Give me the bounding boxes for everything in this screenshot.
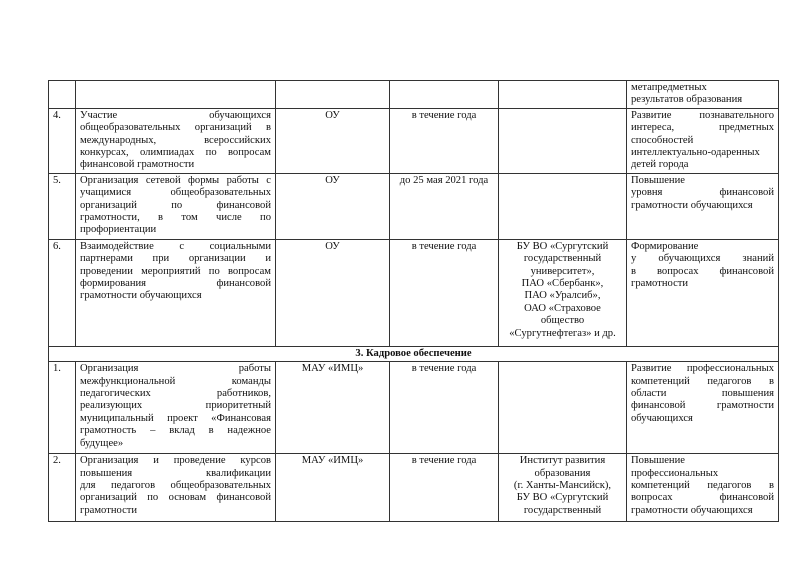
result-cell-line: уровня финансовой: [631, 187, 774, 199]
result-cell-line: результатов образования: [631, 94, 743, 106]
event-cell-line: Взаимодействие с социальными: [80, 240, 271, 252]
event-cell: [76, 108, 276, 173]
partners-cell-line: БУ ВО «Сургутский: [516, 240, 609, 252]
section-header-row: [49, 346, 779, 361]
deadline-cell: [390, 81, 499, 109]
event-cell-line: повышения квалификации: [80, 467, 271, 479]
result-cell-line: способностей: [631, 134, 694, 146]
result-cell-line: грамотности обучающихся: [631, 199, 753, 211]
result-cell-line: компетенций педагогов в: [631, 480, 774, 492]
event-cell-line: грамотности: [80, 504, 138, 516]
partners-cell-line: государственный: [523, 253, 602, 265]
table-row: [49, 239, 779, 346]
result-cell-line: компетенций педагогов в: [631, 375, 774, 387]
responsible-cell: ОУ: [276, 239, 390, 346]
event-cell-line: учащимися общеобразовательных: [80, 187, 271, 199]
result-cell-line: Повышение: [631, 455, 685, 467]
event-cell-line: будущее»: [80, 437, 124, 449]
event-cell-line: профориентации: [80, 224, 157, 236]
plan-table: [48, 80, 779, 522]
row-number: 5.: [49, 173, 76, 239]
result-cell-line: метапредметных: [631, 82, 707, 93]
event-cell-line: Организация и проведение курсов: [80, 455, 271, 467]
result-cell-line: обучающихся: [631, 412, 693, 424]
result-cell-line: у обучающихся знаний: [631, 253, 774, 265]
event-cell-line: Организация сетевой формы работы с: [80, 174, 271, 186]
event-cell-line: организаций по основам финансовой: [80, 492, 271, 504]
row-number: [49, 81, 76, 109]
result-cell-line: интеллектуально-одаренных: [631, 147, 760, 159]
table-row: [49, 81, 779, 109]
partners-cell-line: государственный: [523, 504, 602, 516]
event-cell-line: партнерами при организации и: [80, 253, 271, 265]
partners-cell-line: образования: [534, 467, 591, 479]
result-cell: [627, 239, 779, 346]
event-cell-line: организаций по финансовой: [80, 199, 271, 211]
result-cell-line: Развитие познавательного: [631, 109, 774, 121]
responsible-cell: [276, 81, 390, 109]
event-cell-line: Участие обучающихся: [80, 109, 271, 121]
responsible-cell: ОУ: [276, 173, 390, 239]
section-title: 3. Кадровое обеспечение: [49, 346, 779, 361]
deadline-cell: в течение года: [390, 454, 499, 522]
result-cell: [627, 362, 779, 454]
event-cell-line: грамотности обучающихся: [80, 290, 202, 302]
event-cell-line: финансовой грамотности: [80, 159, 195, 171]
event-cell-line: грамотность – вклад в надежное: [80, 425, 271, 437]
partners-cell-line: ПАО «Уралсиб»,: [524, 290, 601, 302]
event-cell: [76, 173, 276, 239]
result-cell-line: интереса, предметных: [631, 122, 774, 134]
partners-cell-line: университет»,: [530, 265, 595, 277]
partners-cell-line: ОАО «Страховое: [524, 302, 601, 314]
result-cell-line: Формирование: [631, 240, 699, 252]
result-cell-line: грамотности: [631, 278, 689, 290]
result-cell-line: в вопросах финансовой: [631, 265, 774, 277]
responsible-cell: МАУ «ИМЦ»: [276, 454, 390, 522]
result-cell-line: Развитие профессиональных: [631, 363, 774, 375]
result-cell-line: финансовой грамотности: [631, 400, 774, 412]
deadline-cell: в течение года: [390, 362, 499, 454]
row-number: 2.: [49, 454, 76, 522]
result-cell-line: детей города: [631, 159, 689, 171]
event-cell: [76, 81, 276, 109]
result-cell-line: области повышения: [631, 388, 774, 400]
partners-cell-line: общество: [540, 315, 585, 327]
partners-cell-line: (г. Ханты-Мансийск),: [513, 480, 612, 492]
partners-cell-line: «Сургутнефтегаз» и др.: [509, 327, 616, 339]
partners-cell: [499, 108, 627, 173]
event-cell-line: межфункциональной команды: [80, 375, 271, 387]
partners-cell-line: БУ ВО «Сургутский: [516, 492, 609, 504]
responsible-cell: ОУ: [276, 108, 390, 173]
event-cell-line: конкурсах, олимпиадах по вопросам: [80, 147, 271, 159]
event-cell-line: муниципальный проект «Финансовая: [80, 412, 271, 424]
table-row: [49, 454, 779, 522]
result-cell: [627, 454, 779, 522]
partners-cell: [499, 454, 627, 522]
responsible-cell: МАУ «ИМЦ»: [276, 362, 390, 454]
result-cell-line: Повышение: [631, 174, 685, 186]
event-cell-line: формирования финансовой: [80, 278, 271, 290]
table-row: [49, 362, 779, 454]
event-cell: [76, 362, 276, 454]
event-cell-line: грамотности, в том числе по: [80, 212, 271, 224]
event-cell-line: для педагогов общеобразовательных: [80, 480, 271, 492]
partners-cell: [499, 173, 627, 239]
row-number: 4.: [49, 108, 76, 173]
event-cell-line: международных, всероссийских: [80, 134, 271, 146]
event-cell-line: педагогических работников,: [80, 388, 271, 400]
deadline-cell: в течение года: [390, 239, 499, 346]
deadline-cell: до 25 мая 2021 года: [390, 173, 499, 239]
event-cell-line: Организация работы: [80, 363, 271, 375]
event-cell: [76, 239, 276, 346]
table-row: [49, 108, 779, 173]
deadline-cell: в течение года: [390, 108, 499, 173]
row-number: 6.: [49, 239, 76, 346]
result-cell-line: профессиональных: [631, 467, 719, 479]
result-cell: [627, 108, 779, 173]
partners-cell-line: Институт развития: [519, 455, 606, 467]
result-cell: [627, 173, 779, 239]
event-cell-line: реализующих приоритетный: [80, 400, 271, 412]
partners-cell-line: ПАО «Сбербанк»,: [521, 278, 604, 290]
result-cell-line: грамотности обучающихся: [631, 504, 753, 516]
table-row: [49, 173, 779, 239]
result-cell: [627, 81, 779, 109]
result-cell-line: вопросах финансовой: [631, 492, 774, 504]
partners-cell: [499, 81, 627, 109]
event-cell-line: проведении мероприятий по вопросам: [80, 265, 271, 277]
partners-cell: [499, 362, 627, 454]
event-cell-line: общеобразовательных организаций в: [80, 122, 271, 134]
partners-cell: [499, 239, 627, 346]
row-number: 1.: [49, 362, 76, 454]
event-cell: [76, 454, 276, 522]
